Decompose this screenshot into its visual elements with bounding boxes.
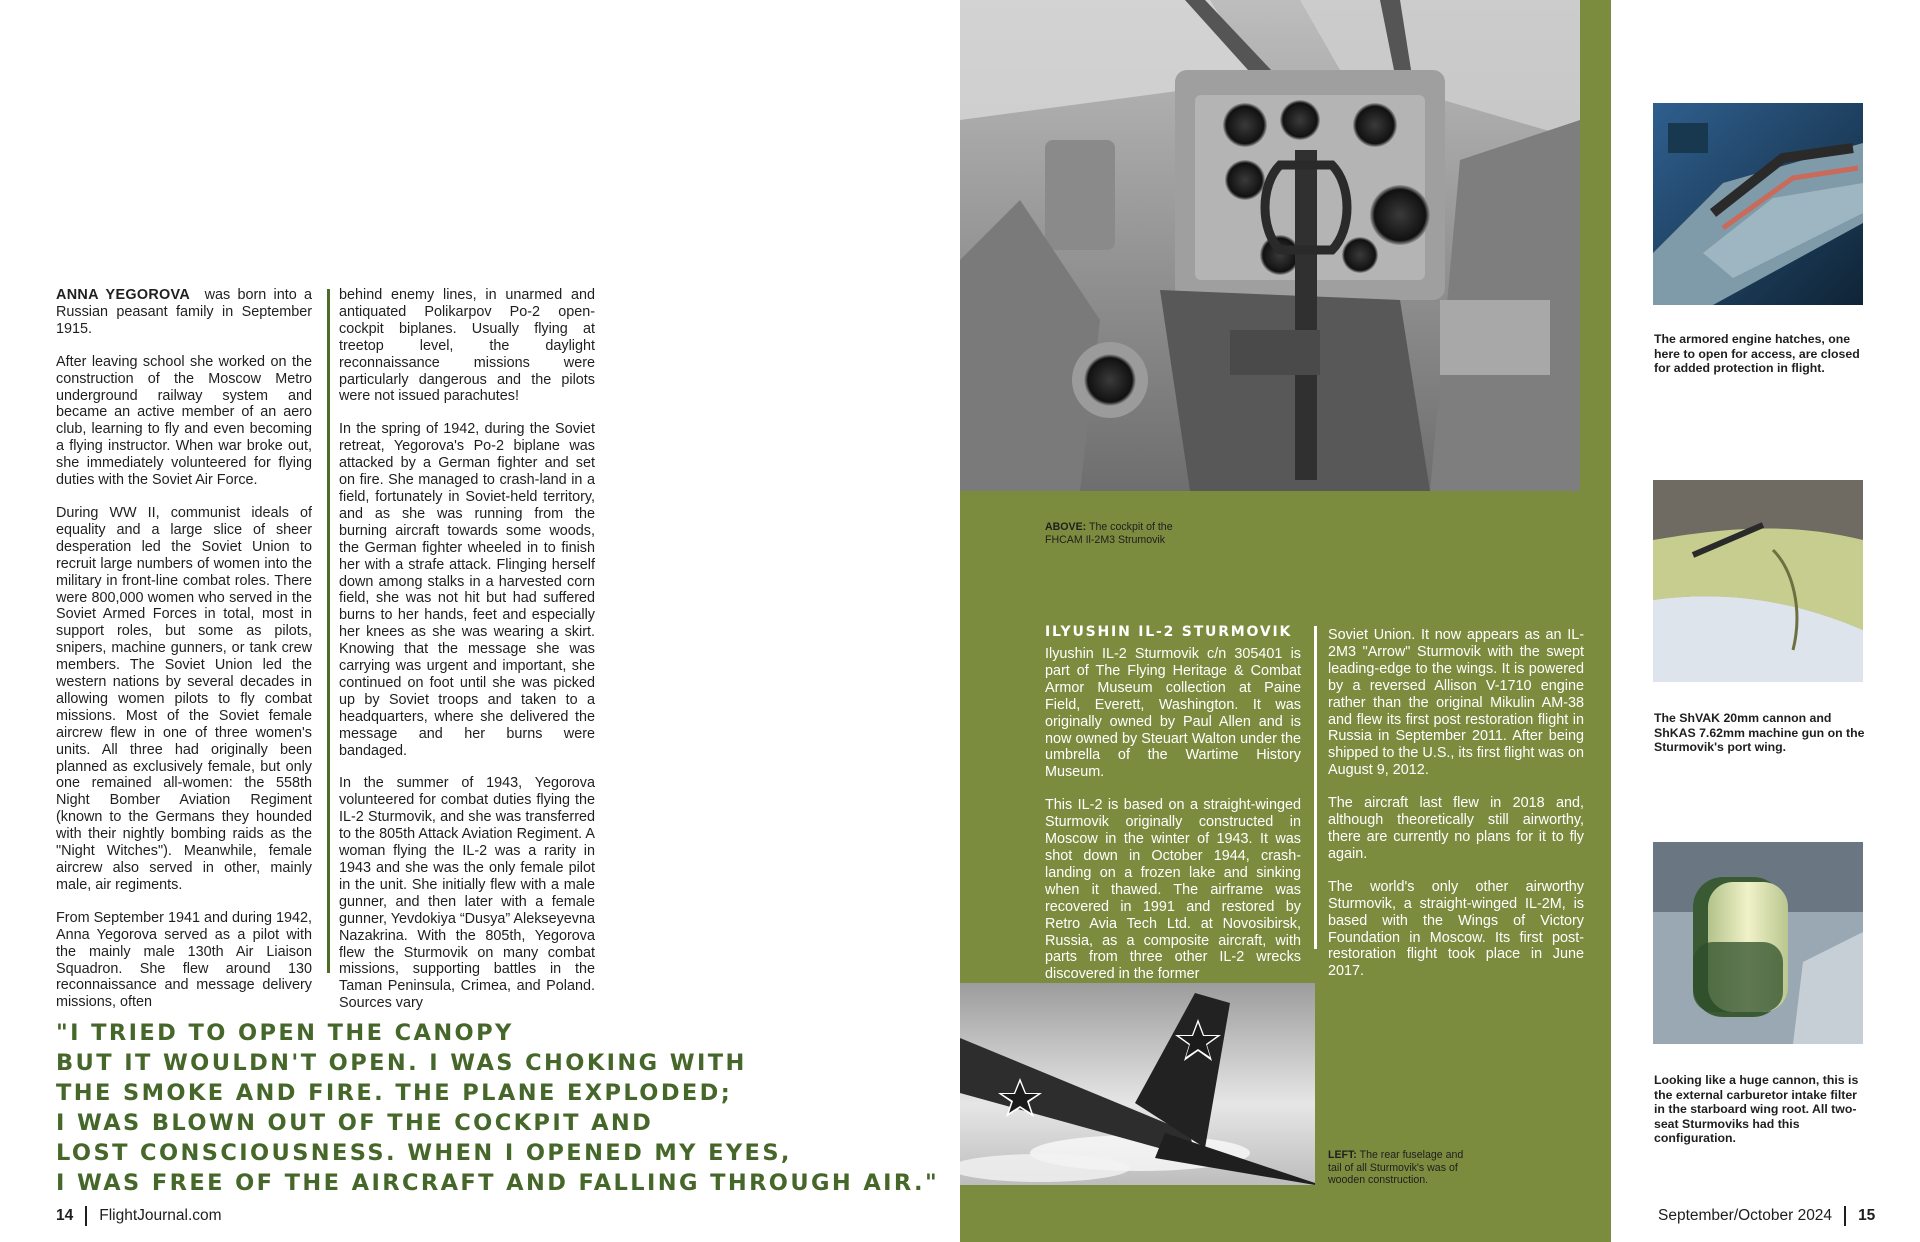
pull-quote [56,1018,940,1198]
paragraph: In the summer of 1943, Yegorova volunteered for combat duties flying the IL-2 Sturmovik, and she was transferred to the 805th Attack Aviation Regiment. A woman flying the IL-2 was a rarity in 1943 and she was the only female pilot in the unit. She initially flew with a male gunner, and then later with a female gunner, Yevdokiya “Dusya” Alekseyevna Nazakrina. With the 805th, Yegorova flew the Sturmovik on many combat missions, supporting battles in the Taman Peninsula, Crimea, and Poland. Sources vary [339,775,595,1012]
paragraph: behind enemy lines, in unarmed and antiquated Polikarpov Po-2 open-cockpit biplanes. Usually flying at treetop level, the daylight reconnaissance missions were particularly dangerous and the pilots were not issued parachutes! [339,287,595,405]
issue-date: September/October 2024 [1658,1207,1833,1224]
engine-hatch-caption: The armored engine hatches, one here to open for access, are closed for added protection in flight. [1654,332,1860,376]
pull-quote-line: "I TRIED TO OPEN THE CANOPY [56,1020,514,1046]
paragraph: The world's only other airworthy Sturmovik, a straight-winged IL-2M, is based with the Wings of Victory Foundation in Moscow. Its first post-restoration flight took place in June 2017. [1328,878,1584,980]
paragraph: This IL-2 is based on a straight-winged Sturmovik originally constructed in Moscow in the winter of 1943. It was shot down in October 1944, crash-landing on a frozen lake and sinking when it thawed. The airframe was recovered in 1991 and restored by Retro Avia Tech Ltd. at Novosibirsk, Russia, as a composite aircraft, with parts from three other IL-2 wrecks discovered in the former [1045,797,1301,983]
pull-quote-line: I WAS BLOWN OUT OF THE COCKPIT AND [56,1110,654,1136]
sidebar-column-divider [1314,626,1317,949]
paragraph: After leaving school she worked on the construction of the Moscow Metro underground railway system and became an active member of an aero club, learning to fly and even becoming a flying instructor. When war broke out, she immediately volunteered for flying duties with the Soviet Air Force. [56,353,312,489]
paragraph: Soviet Union. It now appears as an IL-2M3 "Arrow" Sturmovik with the swept leading-edge to the wings. It is powered by a reversed Allison V-1710 engine rather than the original Mikulin AM-38 and flew its first post restoration flight in Russia in September 2011. After being shipped to the U.S., its first flight was on August 9, 2012. [1328,627,1584,779]
paragraph: In the spring of 1942, during the Soviet retreat, Yegorova's Po-2 biplane was attacked by a German fighter and set on fire. She managed to crash-land in a field, fortunately in Soviet-held territory, and as she was running from the burning aircraft towards some woods, the German fighter wheeled in to finish her with a strafe attack. Flinging herself down among stalks in a harvested corn field, she was not hit but had suffered burns to her hands, feet and especially her knees as she was wearing a skirt. Knowing that the message she was carrying was urgent and important, she continued on foot until she was picked up by Soviet troops and taken to a headquarters, where she delivered the message and her burns were bandaged. [339,421,595,759]
paragraph: ANNA YEGOROVA was born into a Russian peasant family in September 1915. [56,287,313,337]
pull-quote-line: LOST CONSCIOUSNESS. WHEN I OPENED MY EYES, [56,1140,792,1166]
paragraph: Ilyushin IL-2 Sturmovik c/n 305401 is part of The Flying Heritage & Combat Armor Museum collection at Paine Field, Everett, Washington. It was originally owned by Paul Allen and is now owned by Steuart Walton under the umbrella of the Wartime History Museum. [1045,646,1301,781]
pull-quote-line: THE SMOKE AND FIRE. THE PLANE EXPLODED; [56,1080,733,1106]
tail-caption [1328,1149,1478,1187]
caption-text: The rear fuselage and tail of all Sturmovik's was of wooden construction. [1328,1149,1464,1187]
folio-separator [1844,1206,1846,1226]
wing-guns-photo [1653,480,1863,682]
folio-left [56,1206,222,1226]
tail-photo [960,983,1315,1185]
paragraph: During WW II, communist ideals of equality and a large slice of sheer desperation led the Soviet Union to recruit large numbers of women into the military in front-line combat roles. There were 800,000 women who served in the Soviet Armed Forces in total, most in support roles, but some as pilots, snipers, machine gunners, or tank crew members. The Soviet Union led the western nations by several decades in allowing women pilots to fly combat missions. Most of the Soviet female aircrew flew in one of three women's units. All three had originally been planned as exclusively female, but only one remained all-women: the 558th Night Bomber Aviation Regiment (known to the Germans they hounded with their nightly bombing raids as the "Night Witches"). Meanwhile, female aircrew also served in other, mainly male, air regiments. [56,504,312,893]
sidebar-column-1 [1045,646,1301,983]
page-number: 15 [1858,1207,1876,1224]
lead-name: ANNA YEGOROVA [56,287,191,303]
column-divider [327,289,330,973]
sidebar-column-2 [1328,627,1584,980]
article-column-1 [56,287,312,1011]
site-name: FlightJournal.com [99,1207,222,1224]
cockpit-photo [960,0,1580,491]
paragraph: From September 1941 and during 1942, Anna Yegorova served as a pilot with the mainly male 130th Air Liaison Squadron. She flew around 130 reconnaissance and message delivery missions, often [56,909,312,1011]
intake-filter-photo [1653,842,1863,1044]
pull-quote-line: I WAS FREE OF THE AIRCRAFT AND FALLING THROUGH AIR." [56,1170,940,1196]
folio-separator [85,1206,87,1226]
wing-guns-caption: The ShVAK 20mm cannon and ShKAS 7.62mm machine gun on the Sturmovik's port wing. [1654,711,1865,755]
folio-right [1658,1206,1875,1226]
intake-filter-caption: Looking like a huge cannon, this is the external carburetor intake filter in the starboard wing root. All two-seat Sturmoviks had this configuration. [1654,1073,1859,1146]
paragraph: The aircraft last flew in 2018 and, although theoretically still airworthy, there are currently no plans for it to fly again. [1328,795,1584,862]
engine-hatch-photo [1653,103,1863,305]
page-number: 14 [56,1207,74,1224]
sidebar-title: ILYUSHIN IL-2 STURMOVIK [1045,624,1293,640]
caption-label: LEFT: [1328,1149,1357,1161]
pull-quote-line: BUT IT WOULDN'T OPEN. I WAS CHOKING WITH [56,1050,747,1076]
cockpit-caption [1045,521,1205,546]
caption-label: ABOVE: [1045,521,1087,533]
article-column-2 [339,287,595,1012]
caption-text: The cockpit of the FHCAM Il-2M3 Strumovik [1045,521,1173,546]
